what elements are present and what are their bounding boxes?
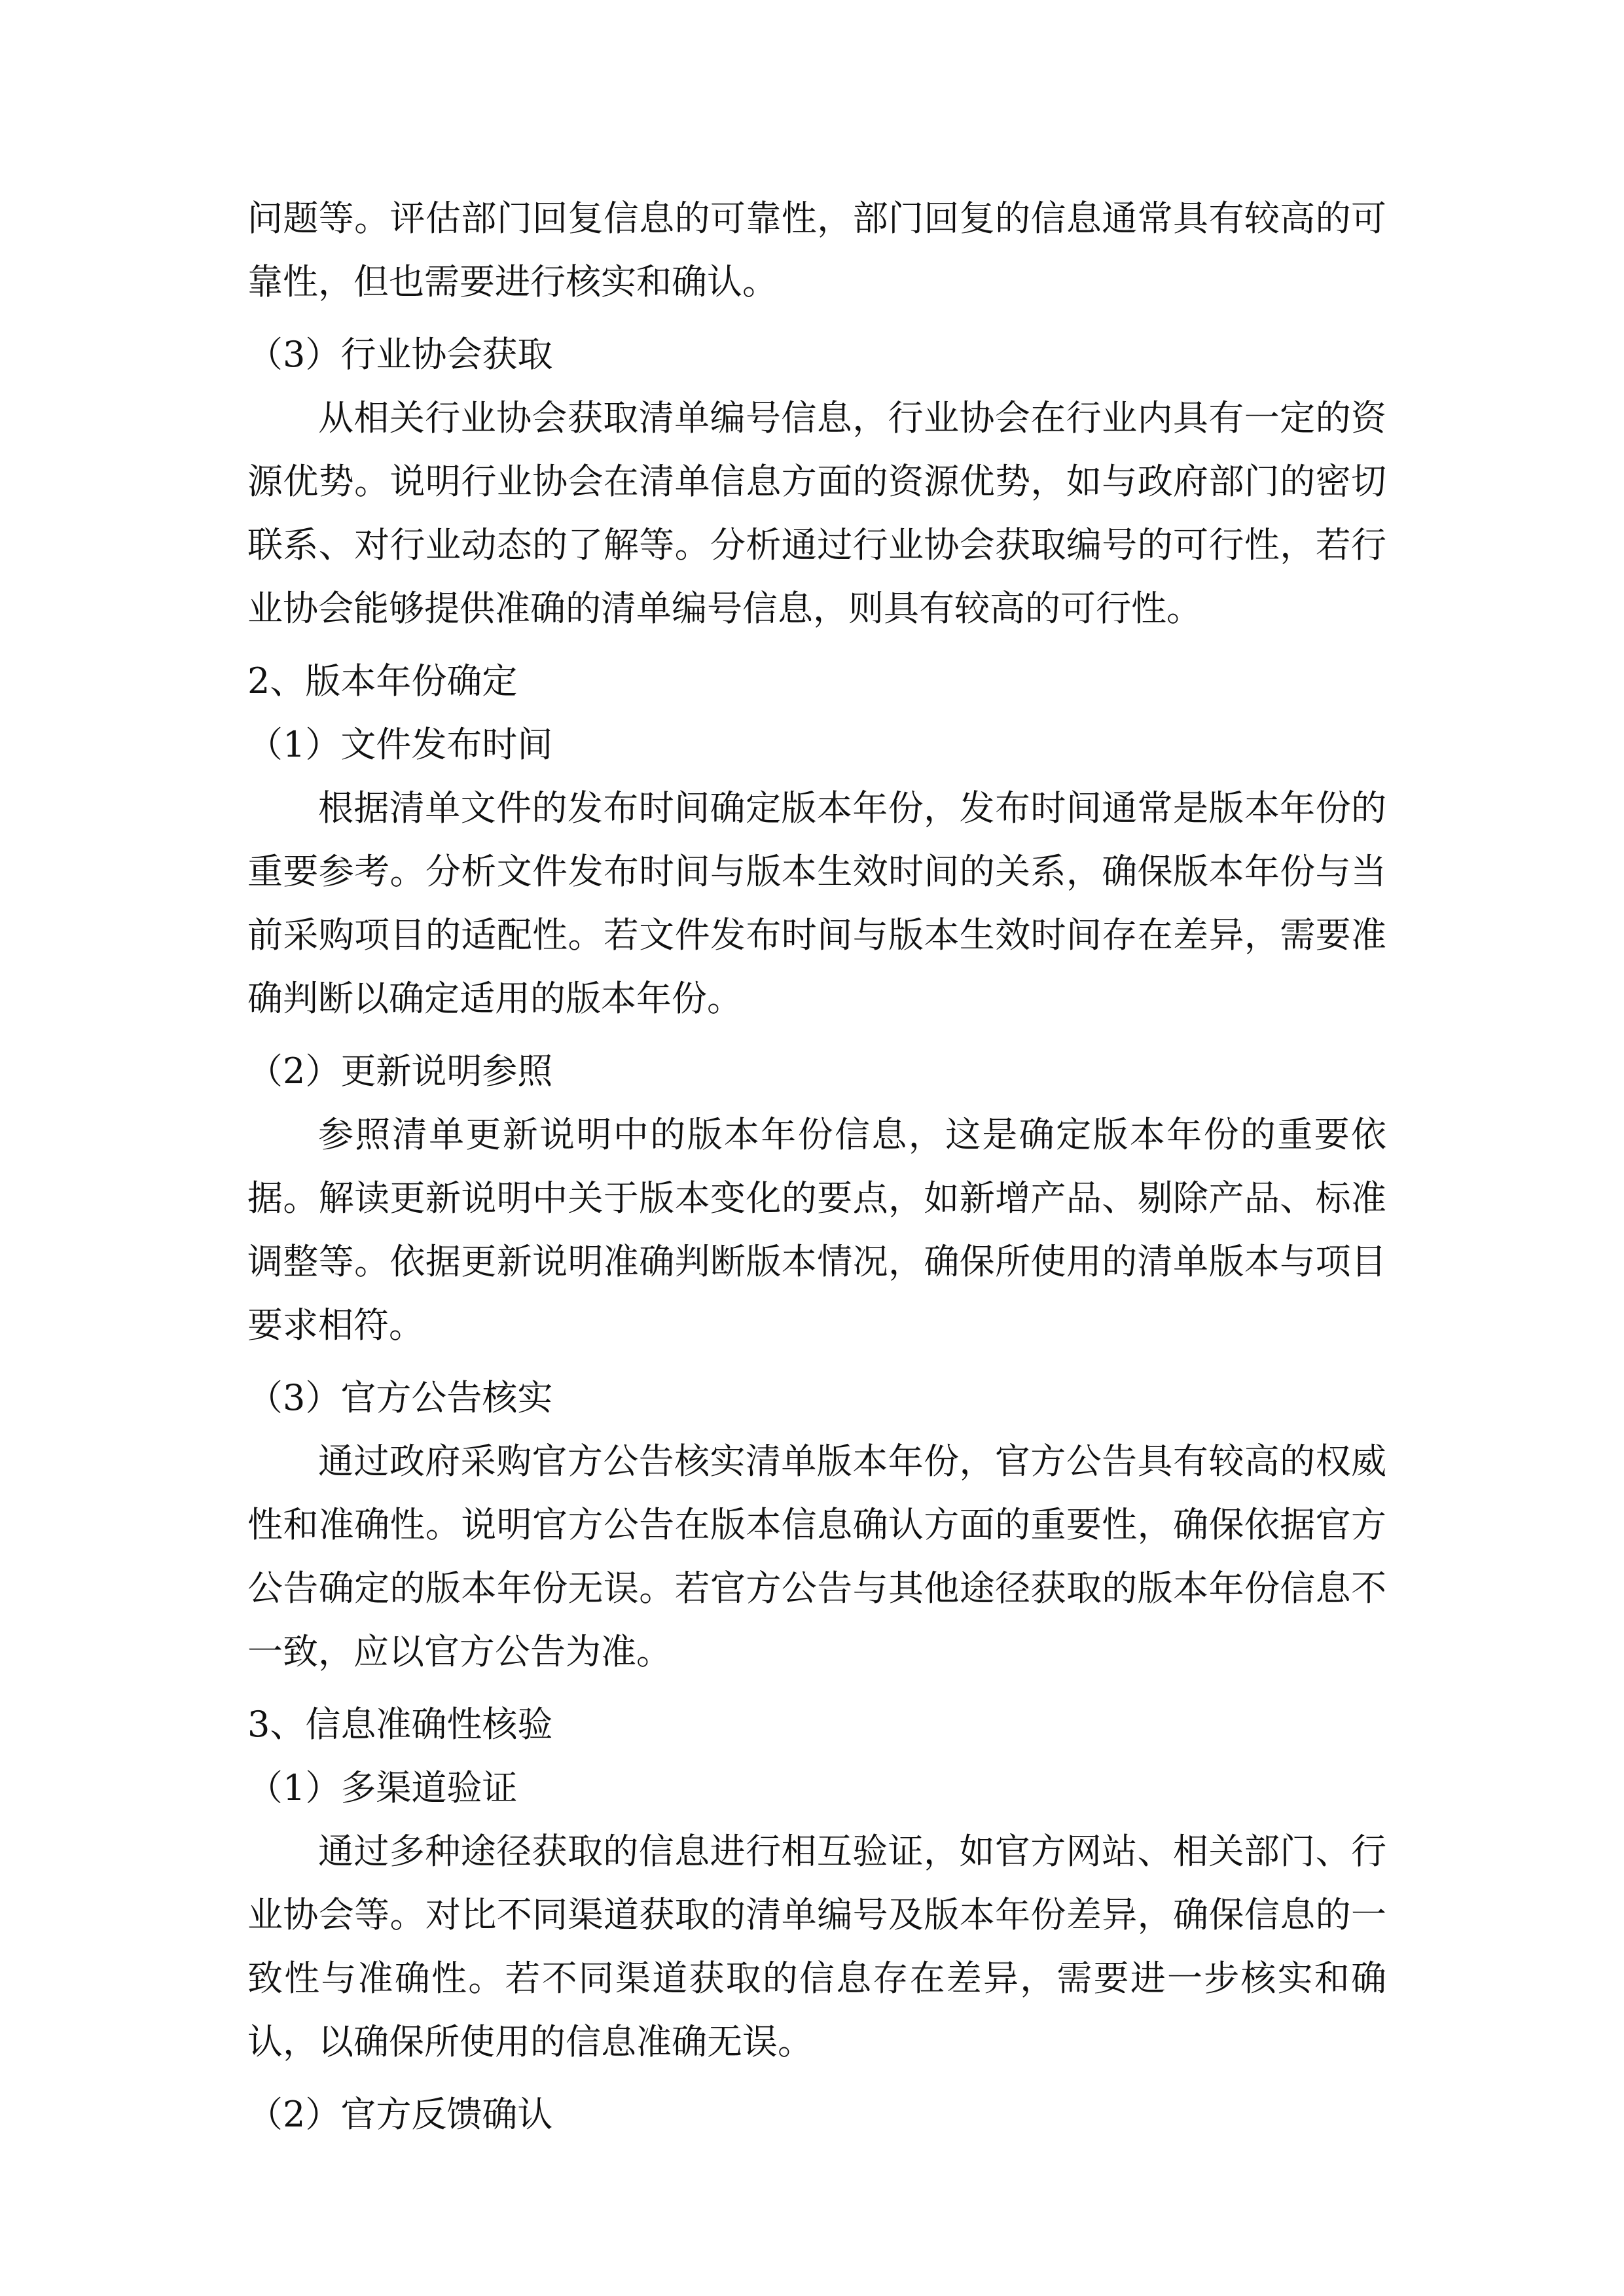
paragraph: 通过多种途径获取的信息进行相互验证，如官方网站、相关部门、行业协会等。对比不同渠道获取的清单编号及版本年份差异，确保信息的一致性与准确性。若不同渠道获取的信息存在差异，需要进一步核实和确认，以确保所使用的信息准确无误。 <box>247 1831 1386 2062</box>
paragraph: 参照清单更新说明中的版本年份信息，这是确定版本年份的重要依据。解读更新说明中关于版本变化的要点，如新增产品、剔除产品、标准调整等。依据更新说明准确判断版本情况，确保所使用的清单版本与项目要求相符。 <box>247 1114 1386 1346</box>
subheading-update-notes: （2）更新说明参照 <box>247 1050 553 1092</box>
subheading-release-time: （1）文件发布时间 <box>247 724 553 765</box>
subheading-multichannel: （1）多渠道验证 <box>247 1767 518 1808</box>
paragraph-continuation: 问题等。评估部门回复信息的可靠性，部门回复的信息通常具有较高的可靠性，但也需要进行核实和确认。 <box>247 198 1386 302</box>
subheading-official-notice: （3）官方公告核实 <box>247 1377 553 1418</box>
paragraph: 根据清单文件的发布时间确定版本年份，发布时间通常是版本年份的重要参考。分析文件发布时间与版本生效时间的关系，确保版本年份与当前采购项目的适配性。若文件发布时间与版本生效时间存在差异，需要准确判断以确定适用的版本年份。 <box>247 787 1386 1019</box>
paragraph: 通过政府采购官方公告核实清单版本年份，官方公告具有较高的权威性和准确性。说明官方公告在版本信息确认方面的重要性，确保依据官方公告确定的版本年份无误。若官方公告与其他途径获取的版本年份信息不一致，应以官方公告为准。 <box>247 1441 1386 1672</box>
subheading-industry-association: （3）行业协会获取 <box>247 334 553 375</box>
section-heading-version-year: 2、版本年份确定 <box>247 660 518 702</box>
subheading-official-feedback: （2）官方反馈确认 <box>247 2094 553 2135</box>
paragraph: 从相关行业协会获取清单编号信息，行业协会在行业内具有一定的资源优势。说明行业协会在清单信息方面的资源优势，如与政府部门的密切联系、对行业动态的了解等。分析通过行业协会获取编号的可行性，若行业协会能够提供准确的清单编号信息，则具有较高的可行性。 <box>247 397 1386 629</box>
section-heading-accuracy-check: 3、信息准确性核验 <box>247 1704 553 1745</box>
